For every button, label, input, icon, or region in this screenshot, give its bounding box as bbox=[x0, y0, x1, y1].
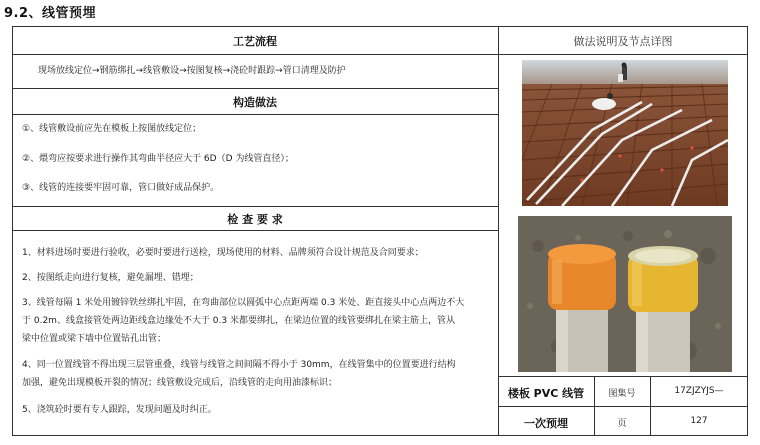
inspection-item: 2、按图纸走向进行复核，避免漏埋、错埋； bbox=[22, 273, 199, 283]
info-divider bbox=[498, 406, 748, 407]
rebar-conduit-photo bbox=[522, 60, 728, 206]
row-divider bbox=[12, 230, 498, 231]
info-divider bbox=[498, 376, 748, 377]
row-divider bbox=[12, 54, 498, 55]
row-divider bbox=[12, 88, 498, 89]
inspection-item: 5、浇筑砼时要有专人跟踪，发现问题及时纠正。 bbox=[22, 405, 217, 415]
item-name-line1: 楼板 PVC 线管 bbox=[507, 387, 585, 400]
column-divider bbox=[498, 26, 499, 436]
inspection-item: 4、同一位置线管不得出现三层管重叠，线管与线管之间间隔不得小于 30mm，在线管集中的位置要进行结构 bbox=[22, 360, 456, 370]
inspection-item: 加强，避免出现模板开裂的情况；线管敷设完成后，沿线管的走向用油漆标识； bbox=[22, 378, 338, 388]
inspection-item: 1、材料进场时要进行验收，必要时要进行送检，现场使用的材料、品牌须符合设计规范及合同要求； bbox=[22, 248, 424, 258]
detail-header: 做法说明及节点详图 bbox=[573, 35, 673, 48]
page-label: 页 bbox=[617, 419, 627, 429]
atlas-number-label: 图集号 bbox=[608, 389, 636, 399]
info-col-divider bbox=[650, 376, 651, 436]
capped-conduit-image bbox=[518, 216, 732, 372]
process-header: 工艺流程 bbox=[233, 35, 277, 48]
inspection-item: 梁中位置或梁下墙中位置钻孔出管； bbox=[22, 334, 167, 344]
process-flow-text: 现场放线定位→钢筋绑扎→线管敷设→按图复核→浇砼时跟踪→管口清理及防护 bbox=[38, 66, 346, 76]
construction-item: ②、煨弯应按要求进行操作其弯曲半径应大于 6D（D 为线管直径）； bbox=[22, 154, 294, 164]
inspection-item: 于 0.2m、线盒接管处两边距线盒边缘处不大于 0.3 米都要绑扎，在梁边位置的线管要绑扎在梁主筋上，管从 bbox=[22, 316, 455, 326]
capped-conduit-photo bbox=[518, 216, 732, 372]
construction-item: ③、线管的连接要牢固可靠，管口做好成品保护。 bbox=[22, 183, 220, 193]
page-number: 127 bbox=[690, 416, 708, 426]
section-title: 9.2、线管预埋 bbox=[4, 6, 97, 21]
row-divider bbox=[498, 54, 748, 55]
inspection-header: 检 查 要 求 bbox=[227, 213, 283, 226]
construction-item: ①、线管敷设前应先在模板上按图放线定位； bbox=[22, 124, 202, 134]
rebar-conduit-image bbox=[522, 60, 728, 206]
row-divider bbox=[12, 114, 498, 115]
item-name-line2: 一次预埋 bbox=[524, 417, 568, 430]
construction-header: 构造做法 bbox=[233, 96, 277, 109]
inspection-item: 3、线管每隔 1 米处用镀锌铁丝绑扎牢固，在弯曲部位以圆弧中心点距两端 0.3 米处、距直接头中心点两边不大 bbox=[22, 298, 465, 308]
row-divider bbox=[12, 206, 498, 207]
atlas-number-value: 17ZJZYJS— bbox=[674, 386, 724, 396]
